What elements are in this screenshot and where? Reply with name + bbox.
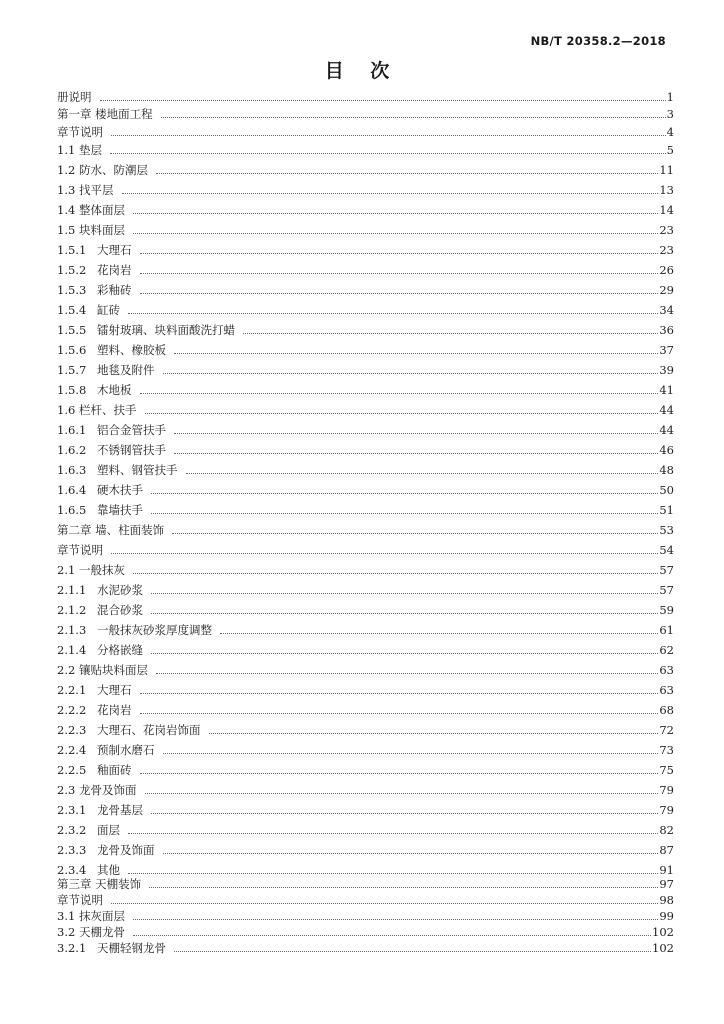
dot-leader (140, 772, 659, 774)
toc-entry-label (57, 804, 143, 817)
toc-entry-page-number: 98 (659, 893, 674, 907)
toc-entry-title: 混合砂浆 (97, 603, 143, 617)
toc-entry (57, 324, 674, 337)
toc-entry-number: 1.5.4 (57, 303, 87, 317)
dot-leader (145, 792, 659, 794)
toc-entry-number: 2.1.3 (57, 623, 87, 637)
toc-entry-label (57, 424, 166, 437)
toc-entry-label (57, 244, 132, 257)
toc-entry (57, 844, 674, 857)
dot-leader (220, 632, 658, 634)
toc-entry-label (57, 484, 143, 497)
dot-leader (163, 752, 659, 754)
dot-leader (172, 532, 658, 534)
toc-entry-label (57, 184, 114, 197)
toc-entry-number: 1.5 (57, 223, 76, 237)
toc-entry-number: 2.3.3 (57, 843, 87, 857)
dot-leader (174, 432, 658, 434)
dot-leader (111, 552, 658, 554)
toc-entry (57, 764, 674, 777)
toc-entry-label (57, 704, 132, 717)
toc-entry-label (57, 384, 132, 397)
dot-leader (128, 872, 658, 874)
toc-entry-number: 2.1.2 (57, 603, 87, 617)
toc-entry-page-number: 72 (659, 723, 674, 737)
toc-entry-page-number: 3 (666, 107, 674, 121)
toc-entry-label (57, 444, 166, 457)
dot-leader (133, 934, 651, 936)
toc-entry-page-number: 53 (659, 523, 674, 537)
toc-entry-page-number: 23 (659, 223, 674, 237)
toc-entry-number: 3.1 (57, 909, 76, 923)
toc-entry-title: 预制水磨石 (97, 743, 155, 757)
dot-leader (133, 918, 658, 920)
toc-entry-page-number: 62 (659, 643, 674, 657)
toc-entry-title: 水泥砂浆 (97, 583, 143, 597)
toc-entry-title: 其他 (97, 863, 120, 877)
toc-entry (57, 164, 674, 177)
toc-entry-page-number: 5 (666, 143, 674, 157)
toc-entry-number: 1.5.1 (57, 243, 87, 257)
toc-entry-page-number: 63 (659, 663, 674, 677)
toc-entry-number: 1.4 (57, 203, 76, 217)
toc-entry-label (57, 364, 155, 377)
dot-leader (163, 852, 659, 854)
toc-entry (57, 91, 674, 104)
dot-leader (209, 732, 659, 734)
dot-leader (174, 452, 658, 454)
toc-entry-number: 2.2 (57, 663, 76, 677)
toc-entry (57, 724, 674, 737)
toc-entry-label (57, 894, 103, 907)
toc-entry (57, 108, 674, 121)
toc-entry (57, 926, 674, 939)
toc-entry-title: 抹灰面层 (79, 909, 125, 923)
dot-leader (140, 692, 659, 694)
toc-entry-title: 镭射玻璃、块料面酸洗打蜡 (97, 323, 235, 337)
toc-entry-number: 3.2 (57, 925, 76, 939)
dot-leader (110, 152, 666, 154)
toc-entry-number: 2.2.5 (57, 763, 87, 777)
toc-entry (57, 404, 674, 417)
toc-entry-title: 铝合金管扶手 (97, 423, 166, 437)
toc-entry-title: 彩釉砖 (97, 283, 132, 297)
toc-entry-label (57, 344, 166, 357)
toc-entry (57, 910, 674, 923)
toc-entry-number: 1.1 (57, 143, 76, 157)
toc-entry-title: 大理石 (97, 243, 132, 257)
toc-entry-number: 2.2.1 (57, 683, 87, 697)
toc-entry-page-number: 26 (659, 263, 674, 277)
toc-entry-title: 塑料、橡胶板 (97, 343, 166, 357)
toc-entry-title: 硬木扶手 (97, 483, 143, 497)
toc-entry-title: 靠墙扶手 (97, 503, 143, 517)
toc-entry (57, 224, 674, 237)
toc-entry-number: 2.2.4 (57, 743, 87, 757)
toc-entry (57, 364, 674, 377)
dot-leader (133, 212, 658, 214)
toc-entry (57, 784, 674, 797)
dot-leader (174, 352, 658, 354)
toc-entry-label (57, 784, 137, 797)
dot-leader (133, 572, 658, 574)
toc-entry-number: 1.5.2 (57, 263, 87, 277)
dot-leader (140, 272, 659, 274)
dot-leader (128, 832, 658, 834)
toc-entry (57, 204, 674, 217)
toc-entry-label (57, 878, 141, 891)
dot-leader (151, 592, 658, 594)
toc-entry (57, 464, 674, 477)
toc-entry-page-number: 97 (659, 877, 674, 891)
toc-entry-title: 一般抹灰砂浆厚度调整 (97, 623, 212, 637)
toc-entry-label (57, 144, 102, 157)
toc-entry-page-number: 57 (659, 583, 674, 597)
toc-entry-page-number: 73 (659, 743, 674, 757)
toc-entry-label (57, 926, 125, 939)
toc-entry-label (57, 864, 120, 877)
toc-entry-page-number: 68 (659, 703, 674, 717)
toc-entry (57, 894, 674, 907)
toc-entry-page-number: 39 (659, 363, 674, 377)
toc-entry (57, 126, 674, 139)
toc-entry (57, 244, 674, 257)
toc-entry-number: 1.6.1 (57, 423, 87, 437)
dot-leader (149, 886, 658, 888)
toc-entry-label (57, 584, 143, 597)
toc-entry-label (57, 824, 120, 837)
dot-leader (122, 192, 659, 194)
dot-leader (151, 812, 658, 814)
toc-entry-title: 防水、防潮层 (79, 163, 148, 177)
toc-entry-title: 天棚龙骨 (79, 925, 125, 939)
toc-entry-number: 1.5.8 (57, 383, 87, 397)
dot-leader (140, 252, 659, 254)
toc-entry-label (57, 264, 132, 277)
dot-leader (140, 712, 659, 714)
toc-entry-page-number: 37 (659, 343, 674, 357)
toc-entry-title: 章节说明 (57, 125, 103, 139)
dot-leader (100, 99, 666, 101)
dot-leader (140, 392, 659, 394)
toc-entry-label (57, 108, 153, 121)
toc-entry-title: 章节说明 (57, 543, 103, 557)
toc-entry-title: 整体面层 (79, 203, 125, 217)
toc-entry-page-number: 54 (659, 543, 674, 557)
toc-entry-label (57, 744, 155, 757)
standard-code: NB/T 20358.2—2018 (530, 34, 666, 48)
toc-entry-title: 龙骨及饰面 (79, 783, 137, 797)
toc-entry-number: 1.6.2 (57, 443, 87, 457)
toc-entry-label (57, 942, 166, 955)
toc-entry (57, 584, 674, 597)
toc-entry-label (57, 524, 164, 537)
toc-entry-label (57, 324, 235, 337)
toc-entry (57, 604, 674, 617)
dot-leader (161, 116, 666, 118)
dot-leader (145, 412, 659, 414)
dot-leader (163, 372, 659, 374)
toc-entry-label (57, 764, 132, 777)
toc-entry (57, 444, 674, 457)
toc-entry-number: 2.2.3 (57, 723, 87, 737)
toc-entry-label (57, 164, 148, 177)
toc-entry-title: 缸砖 (97, 303, 120, 317)
toc-entry-title: 第二章 墙、柱面装饰 (57, 523, 165, 537)
toc-entry-title: 不锈钢管扶手 (97, 443, 166, 457)
toc-entry (57, 344, 674, 357)
dot-leader (156, 672, 658, 674)
toc-entry (57, 864, 674, 877)
toc-entry-label (57, 544, 103, 557)
toc-entry-page-number: 4 (666, 125, 674, 139)
toc-entry (57, 264, 674, 277)
toc-entry-label (57, 126, 103, 139)
toc-entry-label (57, 224, 125, 237)
toc-entry-page-number: 14 (659, 203, 674, 217)
toc-entry-title: 垫层 (79, 143, 102, 157)
toc-entry (57, 624, 674, 637)
toc-entry (57, 524, 674, 537)
toc-entry-label (57, 464, 178, 477)
toc-entry-page-number: 23 (659, 243, 674, 257)
toc-entry (57, 284, 674, 297)
toc-entry-title: 章节说明 (57, 893, 103, 907)
toc-entry (57, 704, 674, 717)
toc-entry-page-number: 61 (659, 623, 674, 637)
toc-entry-title: 塑料、钢管扶手 (97, 463, 178, 477)
toc-entry (57, 544, 674, 557)
toc-entry-title: 大理石 (97, 683, 132, 697)
toc-entry-label (57, 684, 132, 697)
toc-entry-number: 1.6.4 (57, 483, 87, 497)
toc-entry-label (57, 204, 125, 217)
toc-entry-page-number: 36 (659, 323, 674, 337)
toc-entry-number: 2.3 (57, 783, 76, 797)
toc-entry-page-number: 44 (659, 423, 674, 437)
toc-entry-label (57, 304, 120, 317)
toc-entry (57, 878, 674, 891)
toc-entry-page-number: 63 (659, 683, 674, 697)
toc-entry-number: 2.1.4 (57, 643, 87, 657)
toc-entry-number: 1.5.5 (57, 323, 87, 337)
toc-entry-page-number: 79 (659, 783, 674, 797)
dot-leader (111, 134, 666, 136)
toc-entry (57, 304, 674, 317)
toc-entry (57, 484, 674, 497)
toc-entry (57, 144, 674, 157)
toc-entry-number: 2.2.2 (57, 703, 87, 717)
dot-leader (133, 232, 658, 234)
toc-entry-title: 面层 (97, 823, 120, 837)
toc-entry-page-number: 48 (659, 463, 674, 477)
toc-entry (57, 384, 674, 397)
toc-entry-page-number: 75 (659, 763, 674, 777)
toc-entry-page-number: 44 (659, 403, 674, 417)
toc-entry-page-number: 1 (666, 90, 674, 104)
toc-entry-number: 1.5.3 (57, 283, 87, 297)
dot-leader (111, 902, 658, 904)
toc-entry-page-number: 46 (659, 443, 674, 457)
toc-entry-label (57, 844, 155, 857)
toc-entry-title: 龙骨及饰面 (97, 843, 155, 857)
dot-leader (151, 652, 658, 654)
page-title: 目 次 (324, 60, 400, 82)
toc-entry-title: 龙骨基层 (97, 803, 143, 817)
toc-entry-title: 花岗岩 (97, 703, 132, 717)
toc-entry-number: 1.2 (57, 163, 76, 177)
toc-entry-title: 大理石、花岗岩饰面 (97, 723, 201, 737)
toc-entry-label (57, 404, 137, 417)
toc-entry-page-number: 29 (659, 283, 674, 297)
toc-entry (57, 184, 674, 197)
toc-entry (57, 824, 674, 837)
toc-entry-label (57, 91, 92, 104)
toc-entry-page-number: 41 (659, 383, 674, 397)
toc-entry (57, 564, 674, 577)
toc-entry-label (57, 664, 148, 677)
toc-entry-title: 镶贴块料面层 (79, 663, 148, 677)
toc-entry (57, 804, 674, 817)
toc-entry-label (57, 504, 143, 517)
dot-leader (243, 332, 658, 334)
toc-entry-page-number: 57 (659, 563, 674, 577)
toc-entry-title: 分格嵌缝 (97, 643, 143, 657)
toc-entry-title: 天棚轻钢龙骨 (97, 941, 166, 955)
toc-entry-page-number: 87 (659, 843, 674, 857)
dot-leader (174, 950, 651, 952)
toc-entry-number: 2.3.1 (57, 803, 87, 817)
toc-entry-page-number: 102 (652, 941, 674, 955)
dot-leader (128, 312, 658, 314)
toc-entry-title: 第三章 天棚装饰 (57, 877, 142, 891)
toc-entry (57, 644, 674, 657)
toc-entry-title: 花岗岩 (97, 263, 132, 277)
toc-entry-title: 栏杆、扶手 (79, 403, 137, 417)
toc-entry-number: 2.3.4 (57, 863, 87, 877)
toc-entry-number: 3.2.1 (57, 941, 87, 955)
toc-entry-page-number: 79 (659, 803, 674, 817)
toc-entry-page-number: 50 (659, 483, 674, 497)
toc-entry-number: 1.5.7 (57, 363, 87, 377)
table-of-contents (57, 91, 674, 955)
dot-leader (151, 612, 658, 614)
toc-entry-label (57, 644, 143, 657)
toc-entry-number: 2.3.2 (57, 823, 87, 837)
toc-entry (57, 664, 674, 677)
toc-entry (57, 942, 674, 955)
dot-leader (156, 172, 658, 174)
toc-entry-page-number: 91 (659, 863, 674, 877)
toc-entry-label (57, 564, 125, 577)
toc-entry-label (57, 910, 125, 923)
dot-leader (151, 512, 658, 514)
toc-entry-label (57, 604, 143, 617)
toc-entry-number: 1.6.3 (57, 463, 87, 477)
toc-entry-page-number: 102 (652, 925, 674, 939)
toc-entry-title: 第一章 楼地面工程 (57, 107, 153, 121)
toc-entry-label (57, 724, 201, 737)
toc-entry-title: 一般抹灰 (79, 563, 125, 577)
toc-entry-number: 2.1 (57, 563, 76, 577)
toc-entry-label (57, 284, 132, 297)
toc-entry-title: 地毯及附件 (97, 363, 155, 377)
toc-entry-page-number: 13 (659, 183, 674, 197)
toc-entry-title: 木地板 (97, 383, 132, 397)
dot-leader (186, 472, 659, 474)
toc-entry-number: 1.6 (57, 403, 76, 417)
toc-entry-page-number: 51 (659, 503, 674, 517)
toc-entry-number: 1.3 (57, 183, 76, 197)
toc-entry-number: 1.5.6 (57, 343, 87, 357)
toc-entry-label (57, 624, 212, 637)
toc-entry (57, 424, 674, 437)
dot-leader (140, 292, 659, 294)
toc-entry-number: 1.6.5 (57, 503, 87, 517)
toc-entry-number: 2.1.1 (57, 583, 87, 597)
toc-entry-page-number: 99 (659, 909, 674, 923)
toc-entry-title: 册说明 (57, 90, 92, 104)
toc-entry-title: 找平层 (79, 183, 114, 197)
toc-entry (57, 684, 674, 697)
toc-entry-page-number: 59 (659, 603, 674, 617)
toc-entry (57, 504, 674, 517)
toc-entry-page-number: 11 (659, 163, 674, 177)
toc-entry (57, 744, 674, 757)
dot-leader (151, 492, 658, 494)
toc-entry-title: 块料面层 (79, 223, 125, 237)
toc-entry-page-number: 34 (659, 303, 674, 317)
toc-entry-page-number: 82 (659, 823, 674, 837)
toc-entry-title: 釉面砖 (97, 763, 132, 777)
